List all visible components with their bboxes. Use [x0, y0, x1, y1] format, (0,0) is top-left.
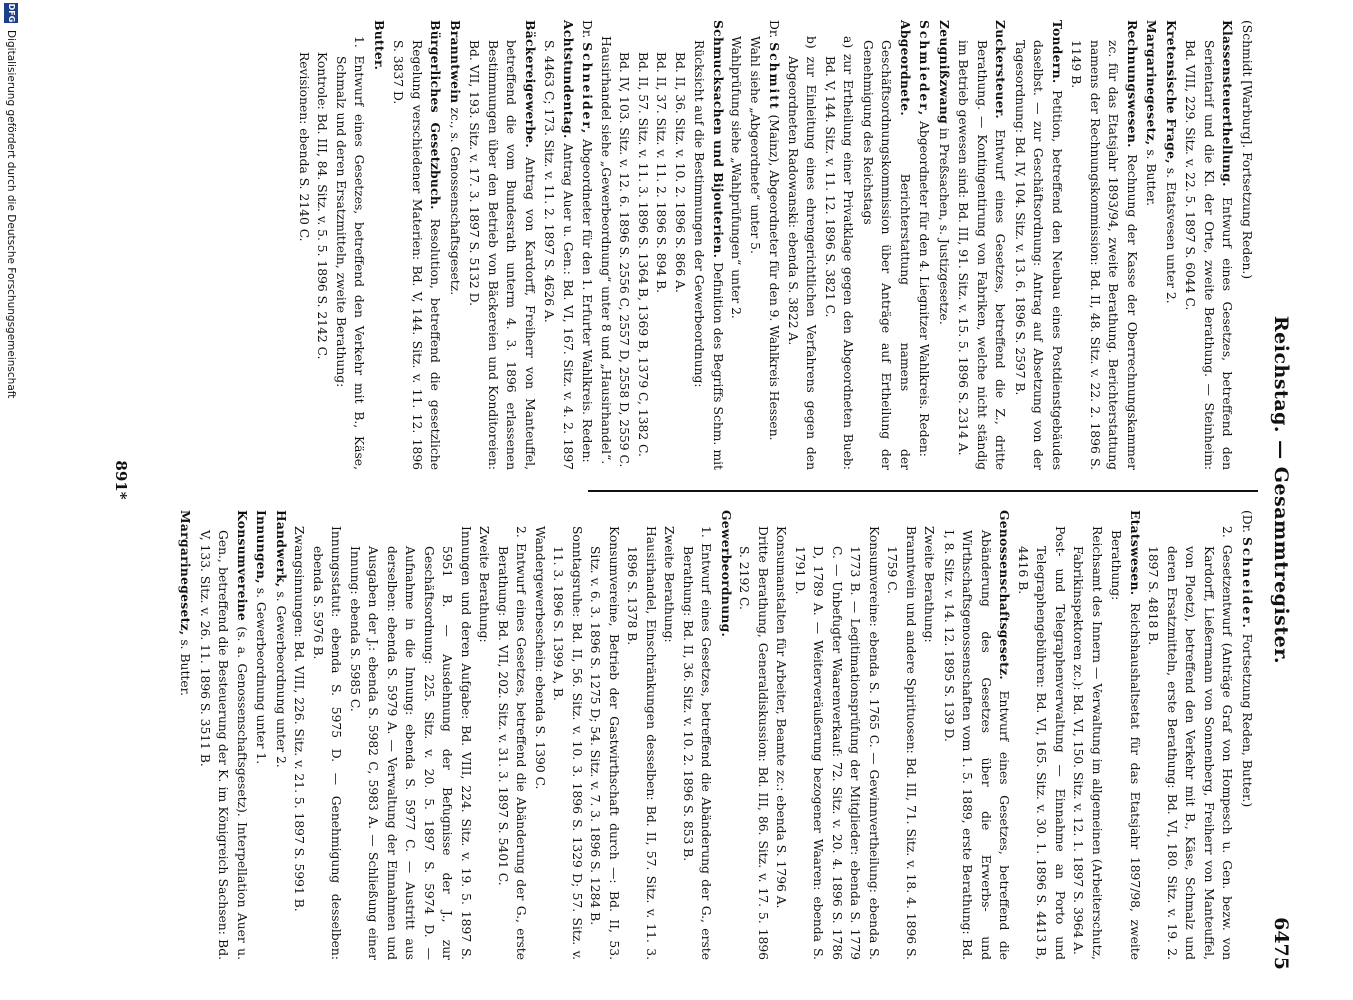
page-number: 6475	[1270, 917, 1292, 970]
register-subentry	[821, 20, 858, 470]
register-subentry	[313, 20, 332, 470]
right-column	[175, 510, 1256, 960]
entry-text: Abgeordneter für den 4. Liegnitzer Wahlkreis. Reden:	[917, 117, 932, 457]
entry-text: Zwangsinnungen: Bd. VIII, 226. Sitz. v. 21. 5. 1897 S. 5991 B.	[292, 526, 307, 912]
register-subentry	[920, 510, 939, 960]
entry-heading: Rechnungswesen.	[1125, 20, 1140, 148]
register-subentry	[332, 20, 369, 470]
entry-heading: Innungen,	[254, 510, 270, 584]
register-entry	[465, 20, 539, 470]
register-subentry	[772, 510, 791, 960]
register-subentry	[290, 510, 309, 960]
register-entry	[1107, 510, 1144, 960]
entry-text: s. Butter.	[178, 635, 193, 697]
entry-text: s. Gewerbeordnung unter 1.	[254, 583, 269, 765]
entry-text: Hausirhandel siehe „Gewerbeordnung“ unter 8 und „Hausirhandel“.	[599, 36, 613, 465]
entry-heading: Butter.	[372, 20, 387, 71]
entry-text: Wahl siehe „Abgeordnete“ unter 5.	[748, 36, 762, 254]
register-subentry	[746, 20, 765, 470]
entry-text: a) zur Ertheilung einer Privatklage gegen den Abgeordneten Bueb: Bd. V, 144. Sitz. v. 11. 12. 1896 S. 3821 C.	[823, 36, 856, 470]
left-column	[295, 20, 1257, 470]
entry-heading: Kretensische Frage,	[1164, 20, 1179, 164]
entry-heading: Margarinegesetz,	[1144, 20, 1160, 146]
register-subentry	[615, 20, 634, 470]
entry-prefix: (Dr.	[1240, 510, 1254, 538]
register-entry	[272, 510, 291, 960]
entry-text: Zweite Berathung:	[922, 526, 937, 643]
register-entry	[1238, 20, 1257, 470]
entry-heading: Klassensteuerthellung.	[1220, 20, 1236, 187]
entry-heading: Bürgerliches Gesetzbuch.	[428, 20, 444, 210]
entry-text: Innungen und deren Aufgabe: Bd. VIII, 224. Sitz. v. 19. 5. 1897 S. 5951 B. — Ausdehnung der Befugnisse der J., zur Geschäftsordnung: 225. Sitz. v. 20. 5. 1897 S. 5974 D. — Aufnahme in die Innung: ebenda S. 5977 C. — Austritt aus derselben: ebenda S. 5979 A. — Verwaltung der Einnahmen und Ausgaben der J.: ebenda S. 5982 C, 5983 A. — Schließung einer Innung: ebenda S. 5985 C.	[348, 526, 473, 960]
register-entry	[578, 20, 597, 470]
entry-text: Entwurf eines Gesetzes, betreffend die Z., dritte Berathung. — Kontingentirung von Fabriken, welche nicht ständig im Betrieb gewesen sind: Bd. III, 91. Sitz. v. 15. 5. 1896 S. 2314 A.	[956, 40, 1008, 470]
person-name: Schmieder,	[917, 20, 933, 118]
register-subentry	[346, 510, 476, 960]
entry-heading: Tondern.	[1050, 20, 1065, 84]
entry-heading: Bäckereigewerbe.	[523, 20, 538, 148]
register-subentry	[1069, 510, 1106, 960]
register-subentry	[1014, 510, 1070, 960]
entry-heading: Achtstundentag.	[561, 20, 576, 139]
register-entry	[389, 20, 445, 470]
register-entry	[1162, 20, 1181, 470]
register-subentry	[586, 510, 623, 960]
entry-heading: Zuckersteuer.	[993, 20, 1009, 119]
entry-text: (Mainz), Abgeordneter für den 9. Wahlkreis Hessen.	[767, 110, 782, 441]
entry-text: Abgeordneter für den 1. Erfurter Wahlkreis. Reden:	[580, 135, 595, 463]
register-subentry	[791, 510, 884, 960]
register-subentry	[735, 510, 772, 960]
entry-heading: Handwerk,	[274, 510, 289, 588]
entry-text: Hausirhandel, Einschränkungen desselben: Bd. II, 57. Sitz. v. 11. 3. 1896 S. 1378 B.	[625, 526, 658, 960]
entry-text: Dritte Berathung, Generaldiskussion: Bd. III, 86. Sitz. v. 17. 5. 1896 S. 2192 C.	[737, 526, 770, 960]
register-subentry	[549, 510, 586, 960]
entry-text: Antrag Auer u. Gen.: Bd. VI, 167. Sitz. v. 4. 2. 1897 S. 4463 C; 173. Sitz. v. 11. 2. 1897 S. 4626 A.	[542, 40, 575, 470]
entry-text: Konsumvereine, Betrieb der Gastwirthschaft durch —: Bd. II, 53. Sitz. v. 6. 3. 1896 S. 1275 D; 54. Sitz. v. 7. 3. 1896 S. 1284 B.	[588, 526, 621, 960]
entry-text: Reichshaushaltsetat für das Etatsjahr 1897/98, zweite Berathung:	[1109, 530, 1142, 960]
register-entry	[1067, 20, 1141, 470]
register-subentry	[634, 20, 653, 470]
digitization-notice	[2, 0, 18, 1000]
entry-text: Zweite Berathung:	[662, 526, 677, 643]
entry-text: zc., s. Genossenschaftsgesetz.	[448, 103, 462, 296]
entry-text: Innungsstatut: ebenda S. 5975 D. — Genehmigung desselben: ebenda S. 5976 B.	[311, 526, 344, 960]
register-entry	[196, 510, 252, 960]
entry-text: Petition, betreffend den Neubau eines Postdienstgebäudes daselbst. — zur Geschäftsordnung: Antrag auf Absetzung von der Tagesordnung: Bd. IV, 104. Sitz. v. 13. 6. 1896 S. 2597 B.	[1013, 40, 1064, 470]
entry-text: Wandergewerbeschein: ebenda S. 1390 C.	[533, 526, 547, 790]
entry-text: Branntwein und andere Spirituosen: Bd. III, 71. Sitz. v. 18. 4. 1896 S. 1759 C.	[885, 526, 918, 960]
register-subentry	[679, 510, 716, 960]
entry-heading: Schmucksachen und Bijouterien.	[711, 20, 726, 259]
entry-text: Bd. II, 36. Sitz. v. 10. 2. 1896 S. 866 A.	[673, 52, 687, 293]
entry-heading: Gewerbeordnung.	[719, 510, 734, 638]
register-entry	[690, 20, 727, 470]
entry-prefix: Dr.	[580, 20, 595, 43]
entry-text: Antrag von Kardorff, Freiherr von Manteuffel, betreffend die vom Bundesrath unterm 4. 3. 1896 erlassenen Bestimmungen über den Betrieb von Bäckereien und Konditoreien: Bd. VII, 193. Sitz. v. 17. 3. 1897 S. 5132 D.	[467, 40, 537, 470]
register-subentry	[531, 510, 550, 960]
running-head-title: Reichstag. — Gesammtregister.	[1270, 315, 1292, 665]
entry-text: Bd. II, 57. Sitz. v. 11. 3. 1896 S. 1364 B, 1369 B, 1379 C, 1382 C.	[636, 52, 650, 457]
entry-text: 2. Gesetzentwurf (Anträge Graf von Hompesch u. Gen. bezw. von Kardorff, Ließermann von Sonnenberg, Freiherr von Manteuffel, von Ploetz), betreffend den Verkehr mit B., Käse, Schmalz und deren Ersatzmitteln, erste Berathung: Bd. VI, 180. Sitz. v. 19. 2. 1897 S. 4818 B.	[1146, 526, 1235, 960]
entry-text: (Schmidt [Warburg]. Fortsetzung Reden.)	[1240, 20, 1254, 280]
register-entry	[935, 20, 954, 470]
register-subentry	[295, 20, 314, 470]
entry-text: Revisionen: ebenda S. 2140 C.	[297, 52, 311, 242]
entry-heading: Genossenschaftsgesetz.	[997, 510, 1013, 681]
person-name: Schmitt	[767, 42, 783, 111]
entry-heading: Zeugnißzwang	[937, 20, 952, 124]
entry-heading: Abgeordnete.	[898, 20, 913, 116]
register-entry	[765, 20, 784, 470]
entry-heading: Branntwein	[448, 20, 463, 104]
dfg-logo: DFG	[4, 3, 18, 23]
register-subentry	[660, 510, 679, 960]
register-entry	[915, 20, 934, 470]
entry-text: Sonntagsruhe: Bd. II, 56. Sitz. v. 10. 3. 1896 S. 1329 D; 57. Sitz. v. 11. 3. 1896 S. 1399 A, B.	[551, 526, 584, 960]
entry-text: Wahlprüfung siehe „Wahlprüfungen“ unter 2.	[729, 36, 744, 319]
register-entry	[370, 20, 389, 470]
running-head	[1262, 40, 1292, 970]
person-name: Schneider.	[1240, 537, 1255, 630]
entry-text: Bd. II, 37. Sitz. v. 11. 2. 1896 S. 894 B.	[654, 52, 669, 294]
register-entry	[252, 510, 271, 960]
register-entry	[954, 20, 1010, 470]
entry-text: Fortsetzung Reden, Butter.)	[1240, 629, 1254, 808]
entry-text: b) zur Einleitung eines ehrengerichtlichen Verfahrens gegen den Abgeordneten Radowanski: ebenda S. 3822 A.	[786, 36, 819, 470]
register-subentry	[494, 510, 531, 960]
register-subentry	[475, 510, 494, 960]
entry-heading: Etatswesen.	[1128, 510, 1143, 596]
entry-text: in Preßsachen, s. Justizgesetze.	[937, 123, 951, 325]
entry-text: s. Etatsvesen unter 2.	[1164, 163, 1178, 304]
register-entry	[717, 510, 736, 960]
register-entry	[1181, 20, 1237, 470]
register-entry	[940, 510, 1014, 960]
entry-heading: Margarinegesetz,	[178, 510, 194, 636]
register-subentry	[883, 510, 920, 960]
entry-text: Entwurf eines Gesetzes, betreffend den Serientarif und die Kl. der Orte, zweite Berathung. — Steinheim: Bd. VIII, 229. Sitz. v. 22. 5. 1897 S. 6044 C.	[1183, 40, 1235, 470]
register-entry	[1142, 20, 1161, 470]
entry-heading: Konsumvereine	[235, 510, 250, 622]
register-subentry	[597, 20, 616, 470]
entry-text: Kontrole: Bd. III, 84. Sitz. v. 5. 5. 1896 S. 2142 C.	[315, 52, 330, 360]
register-entry	[1011, 20, 1067, 470]
register-subentry	[623, 510, 660, 960]
register-entry	[859, 20, 915, 470]
entry-text: Resolution, betreffend die gesetzliche Regelung verschiedener Materien: Bd. V, 144. Sitz. v. 11. 12. 1896 S. 3837 D.	[391, 40, 443, 470]
register-subentry	[727, 20, 746, 470]
register-entry	[1238, 510, 1257, 960]
register-subentry	[671, 20, 690, 470]
entry-text: Post- und Telegraphenverwaltung — Einnahme an Porto und Telegraphengebühren: Bd. VI, 165. Sitz. v. 30. 1. 1896 S. 4413 B, 4416 B.	[1016, 526, 1067, 960]
register-subentry	[309, 510, 346, 960]
register-entry	[446, 20, 465, 470]
entry-text: Bd. IV, 103. Sitz. v. 12. 6. 1896 S. 2556 C, 2557 D, 2558 D, 2559 C.	[617, 52, 632, 468]
register-subentry	[784, 20, 821, 470]
entry-text: Rechnung der Kasse der Oberrechnungskammer zc. für das Etatsjahr 1893/94, zweite Berathung. Berichterstattung namens der Rechnungskommission: Bd. II, 48. Sitz. v. 22. 2. 1896 S. 1149 B.	[1069, 40, 1139, 470]
register-entry	[176, 510, 195, 960]
entry-text: 1. Entwurf eines Gesetzes, betreffend den Verkehr mit B., Käse, Schmalz und deren Ersatzmitteln, zweite Berathung:	[334, 36, 367, 470]
entry-prefix: Dr.	[767, 20, 782, 43]
entry-text: (s. a. Genossenschaftsgesetz). Interpellation Auer u. Gen., betreffend die Besteuerung der K. im Königreich Sachsen: Bd. V, 133. Sitz. v. 26. 11. 1896 S. 3511 B.	[198, 530, 249, 960]
entry-text: Definition des Begriffs Schm. mit Rücksicht auf die Bestimmungen der Gewerbeordnung:	[692, 40, 725, 470]
column-rule	[588, 490, 1258, 492]
entry-text: Konsumanstalten für Arbeiter, Beamte zc.: ebenda S. 1796 A.	[774, 526, 789, 909]
register-subentry	[652, 20, 671, 470]
entry-text: s. Gewerbeordnung unter 2.	[274, 587, 288, 768]
person-name: Schneider,	[580, 42, 596, 136]
entry-text: 1. Entwurf eines Gesetzes, betreffend die Abänderung der G., erste Berathung: Bd. II, 36. Sitz. v. 10. 2. 1896 S. 853 B.	[681, 526, 714, 960]
entry-text: Berichterstattung namens der Geschäftsordnungskommission über Anträge auf Ertheilung der Genehmigung des Reichstags	[861, 40, 912, 470]
register-subentry	[1144, 510, 1237, 960]
signature-mark: 891*	[112, 460, 130, 500]
entry-text: 2. Entwurf eines Gesetzes, betreffend die Abänderung der G., erste Berathung: Bd. VII, 202. Sitz. v. 31. 3. 1897 S. 5401 C.	[496, 526, 529, 960]
entry-text: Konsumvereine: ebenda S. 1765 C. — Gewinnvertheilung: ebenda S. 1773 B. — Legitimationsprüfung der Mitglieder: ebenda S. 1779 C. — Unbefugter Waarenverkauf: 72. Sitz. v. 20. 4. 1896 S. 1786 D, 1789 A. — Weiterveräußerung bezogener Waaren: ebenda S. 1791 D.	[793, 526, 881, 960]
entry-text: Zweite Berathung:	[477, 526, 492, 643]
entry-text: s. Butter.	[1144, 145, 1159, 207]
register-entry	[540, 20, 577, 470]
entry-text: Entwurf eines Gesetzes, betreffend die Abänderung des Gesetzes über die Erwerbs- und Wirthschaftsgenossenschaften vom 1. 5. 1889, erste Berathung: Bd. I, 8. Sitz. v. 14. 12. 1895 S. 139 D.	[942, 530, 1012, 960]
entry-text: Reichsamt des Innern — Verwaltung im allgemeinen (Arbeiterschutz, Fabrikinspektoren zc.): Bd. VI, 150. Sitz. v. 12. 1. 1897 S. 3964 A.	[1071, 526, 1104, 960]
digitization-notice-text: Digitalisierung gefördert durch die Deutsche Forschungsgemeinschaft	[5, 30, 17, 399]
